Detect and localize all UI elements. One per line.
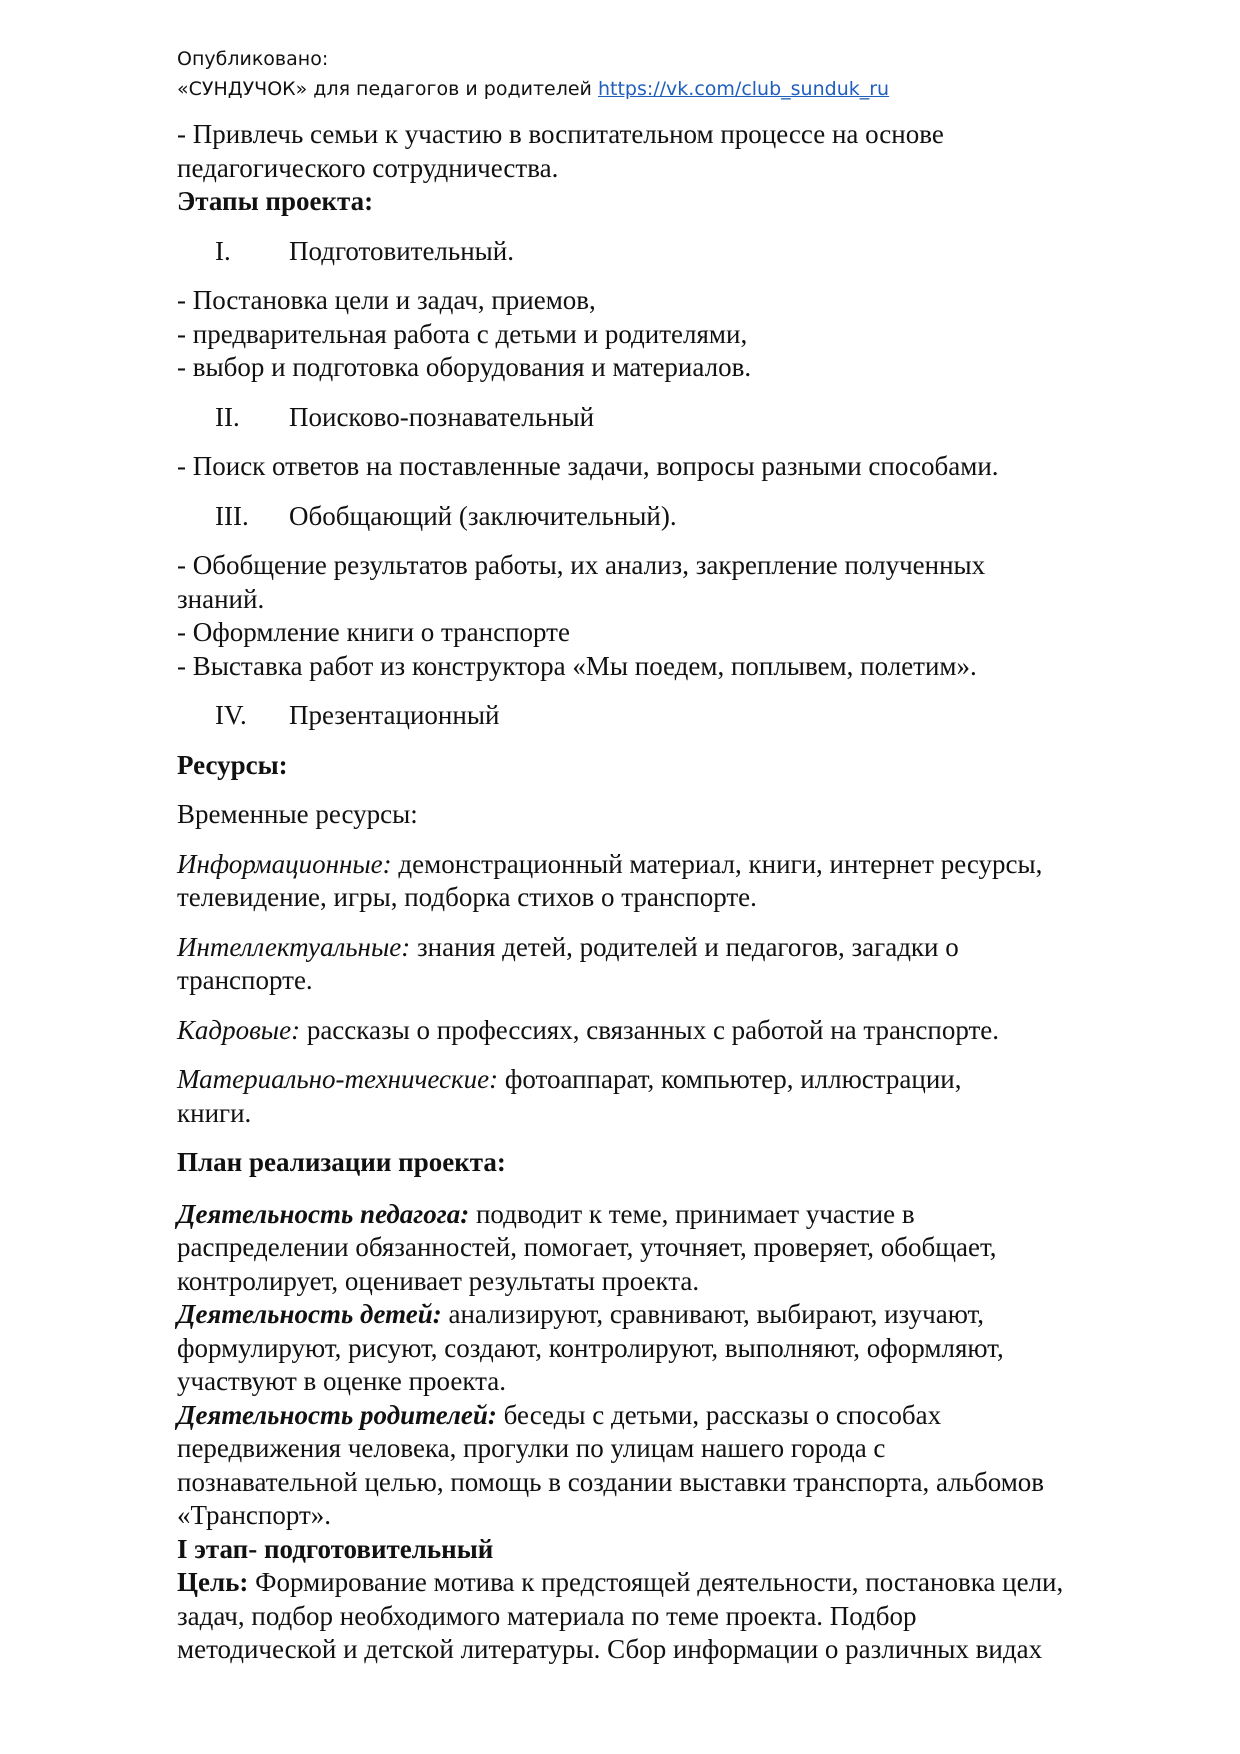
children-activity-cont: участвуют в оценке проекта. — [177, 1366, 506, 1396]
staff-resources: Кадровые: рассказы о профессиях, связанных с работой на транспорте. — [177, 1014, 1000, 1045]
list-item: - предварительная работа с детьми и родителями, — [177, 318, 748, 349]
resources-heading: Ресурсы: — [177, 749, 288, 780]
parents-label: Деятельность родителей: — [177, 1399, 497, 1430]
list-item: - Оформление книги о транспорте — [177, 617, 570, 647]
stage-title: Презентационный — [289, 700, 500, 730]
published-label: Опубликовано: — [177, 48, 329, 70]
time-resources: Временные ресурсы: — [177, 799, 418, 829]
stage1-goal-cont: методической и детской литературы. Сбор информации о различных видах — [177, 1634, 1043, 1664]
publisher-line — [177, 74, 889, 104]
stage-title: Поисково-познавательный — [289, 401, 595, 432]
list-item: - Постановка цели и задач, приемов, — [177, 285, 596, 315]
stage-title: Обобщающий (заключительный). — [289, 500, 677, 531]
stage-title: Подготовительный. — [289, 235, 515, 266]
stage-3-heading — [215, 500, 1177, 534]
list-item: - Обобщение результатов работы, их анализ, закрепление полученных — [177, 550, 986, 580]
publication-header — [177, 44, 889, 104]
parents-activity-cont: «Транспорт». — [177, 1500, 332, 1530]
stages-heading: Этапы проекта: — [177, 186, 374, 216]
info-label: Информационные: — [177, 848, 392, 879]
info-resources: Информационные: демонстрационный материал, книги, интернет ресурсы, — [177, 848, 1043, 879]
material-resources: Материально-технические: фотоаппарат, компьютер, иллюстрации, — [177, 1064, 962, 1094]
intel-resources: Интеллектуальные: знания детей, родителей и педагогов, загадки о — [177, 931, 959, 962]
intro-line-2: педагогического сотрудничества. — [177, 152, 559, 183]
parents-activity-cont: познавательной целью, помощь в создании выставки транспорта, альбомов — [177, 1466, 1045, 1497]
publisher-link[interactable]: https://vk.com/club_sunduk_ru — [597, 78, 890, 100]
teacher-label: Деятельность педагога: — [177, 1198, 470, 1229]
list-item: - выбор и подготовка оборудования и материалов. — [177, 352, 752, 382]
teacher-activity-cont: контролирует, оценивает результаты проекта. — [177, 1265, 700, 1296]
stage-2-heading — [215, 401, 1177, 435]
plan-heading: План реализации проекта: — [177, 1147, 506, 1177]
teacher-activity-cont: распределении обязанностей, помогает, уточняет, проверяет, обобщает, — [177, 1232, 997, 1262]
stage-number: II. — [215, 401, 240, 432]
intel-label: Интеллектуальные: — [177, 931, 411, 962]
goal-label: Цель: — [177, 1567, 249, 1597]
children-label: Деятельность детей: — [177, 1299, 442, 1329]
stage1-goal-cont: задач, подбор необходимого материала по теме проекта. Подбор — [177, 1600, 917, 1631]
stage-4-heading — [215, 699, 1177, 733]
intel-resources-cont: транспорте. — [177, 965, 313, 995]
stage-number: III. — [215, 500, 249, 531]
intro-line-1: - Привлечь семьи к участию в воспитательном процессе на основе — [177, 119, 944, 149]
stage1-heading: I этап- подготовительный — [177, 1533, 494, 1564]
stage-1-heading — [215, 235, 1177, 269]
material-resources-cont: книги. — [177, 1097, 252, 1128]
children-activity: Деятельность детей: анализируют, сравнивают, выбирают, изучают, — [177, 1299, 985, 1329]
material-label: Материально-технические: — [177, 1064, 499, 1094]
staff-label: Кадровые: — [177, 1014, 301, 1045]
parents-activity-cont: передвижения человека, прогулки по улицам нашего города с — [177, 1433, 886, 1463]
list-item: - Выставка работ из конструктора «Мы поедем, поплывем, полетим». — [177, 650, 977, 681]
stage-number: IV. — [215, 700, 247, 730]
children-activity-cont: формулируют, рисуют, создают, контролируют, выполняют, оформляют, — [177, 1332, 1004, 1363]
stage1-goal: Цель: Формирование мотива к предстоящей деятельности, постановка цели, — [177, 1567, 1064, 1597]
document-body — [177, 118, 1177, 1667]
teacher-activity: Деятельность педагога: подводит к теме, принимает участие в — [177, 1198, 915, 1229]
publisher-name: «СУНДУЧОК» для педагогов и родителей — [177, 78, 592, 100]
info-resources-cont: телевидение, игры, подборка стихов о транспорте. — [177, 882, 757, 912]
list-item: знаний. — [177, 583, 265, 614]
parents-activity: Деятельность родителей: беседы с детьми, рассказы о способах — [177, 1399, 942, 1430]
stage-number: I. — [215, 235, 231, 266]
list-item: - Поиск ответов на поставленные задачи, вопросы разными способами. — [177, 451, 999, 481]
